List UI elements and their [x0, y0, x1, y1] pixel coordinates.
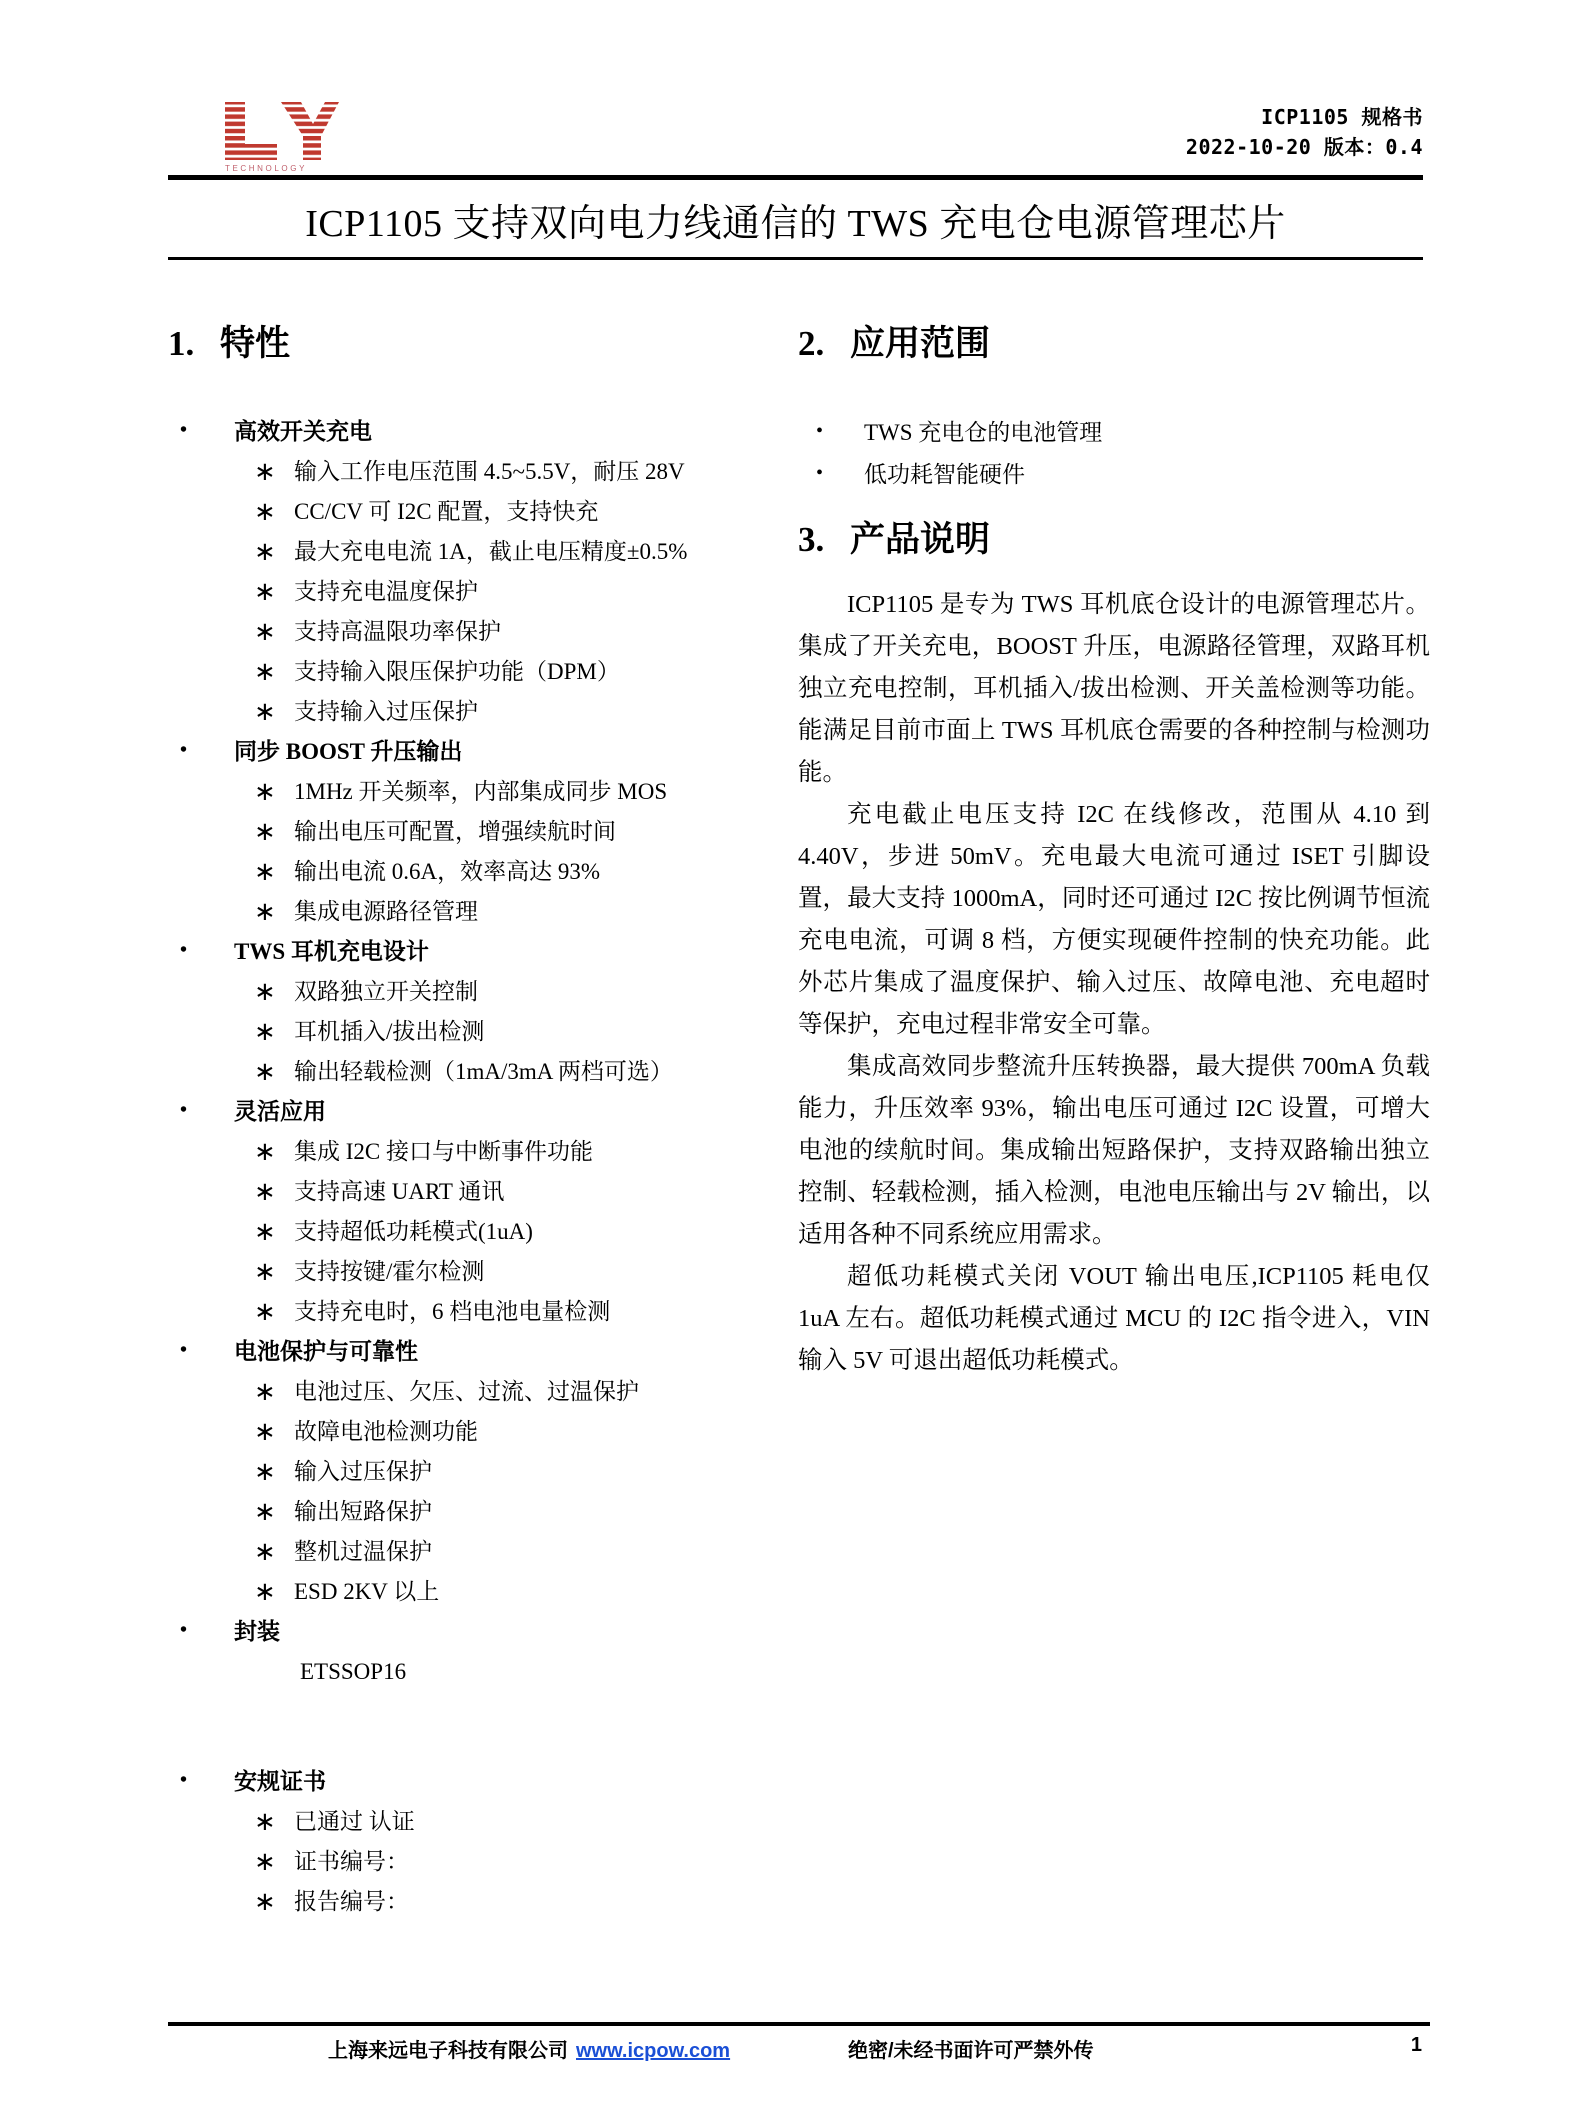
feature-item: ∗ 支持高速 UART 通讯 — [234, 1172, 788, 1212]
applications-list — [798, 412, 1430, 496]
footer-company-name: 上海来远电子科技有限公司 — [328, 2040, 568, 2062]
feature-group-protection — [168, 1332, 788, 1612]
feature-item: ∗ 已通过 认证 — [234, 1802, 788, 1842]
feature-item: ∗ 支持充电温度保护 — [234, 572, 788, 612]
header-divider — [168, 175, 1423, 180]
footer-page-number: 1 — [1410, 2034, 1422, 2056]
feature-group-flexible — [168, 1092, 788, 1332]
section-title-1: 特性 — [220, 324, 291, 363]
feature-item: ∗ 证书编号： — [234, 1842, 788, 1882]
feature-group-tws — [168, 932, 788, 1092]
section-title-3: 产品说明 — [850, 519, 991, 559]
feature-item: ∗ 输出轻载检测（1mA/3mA 两档可选） — [234, 1052, 788, 1092]
footer-website-link[interactable]: www.icpow.com — [576, 2040, 731, 2062]
page-title: ICP1105 支持双向电力线通信的 TWS 充电仓电源管理芯片 — [168, 186, 1423, 260]
feature-item: ∗ 电池过压、欠压、过流、过温保护 — [234, 1372, 788, 1412]
company-logo — [223, 100, 353, 182]
feature-group-charging — [168, 412, 788, 732]
feature-group-title: TWS 耳机充电设计 — [234, 938, 429, 964]
feature-group-title: 封装 — [234, 1618, 280, 1644]
logo-subtitle: TECHNOLOGY — [225, 164, 308, 173]
application-item: • TWS 充电仓的电池管理 — [798, 412, 1430, 454]
footer-divider — [168, 2022, 1430, 2026]
section-title-2: 应用范围 — [850, 324, 991, 363]
page-footer — [168, 2022, 1430, 2068]
description-paragraph: ICP1105 是专为 TWS 耳机底仓设计的电源管理芯片。集成了开关充电，BOOST 升压，电源路径管理，双路耳机独立充电控制，耳机插入/拔出检测、开关盖检测等功能。能满足目前市面上 TWS 耳机底仓需要的各种控制与检测功能。 — [798, 590, 1430, 786]
feature-item: ∗ 集成 I2C 接口与中断事件功能 — [234, 1132, 788, 1172]
feature-group-title: 高效开关充电 — [234, 418, 372, 444]
title-block — [168, 186, 1423, 260]
header-doc-title: ICP1105 规格书 — [1261, 105, 1423, 129]
features-list — [168, 412, 788, 1922]
feature-sub-list — [234, 1132, 788, 1332]
feature-group-title: 同步 BOOST 升压输出 — [234, 738, 463, 764]
feature-sub-list — [234, 972, 788, 1092]
feature-sub-list — [234, 772, 788, 932]
feature-item: ∗ 1MHz 开关频率，内部集成同步 MOS — [234, 772, 788, 812]
feature-item: ∗ 支持输入限压保护功能（DPM） — [234, 652, 788, 692]
footer-company-block — [328, 2034, 730, 2063]
feature-sub-list — [234, 452, 788, 732]
section-number-2: 2. — [798, 324, 825, 363]
feature-group-boost — [168, 732, 788, 932]
feature-item: ∗ 支持按键/霍尔检测 — [234, 1252, 788, 1292]
header-doc-version: 2022-10-20 版本：0.4 — [1185, 135, 1423, 159]
feature-item: ∗ 支持输入过压保护 — [234, 692, 788, 732]
feature-item: ∗ 双路独立开关控制 — [234, 972, 788, 1012]
feature-group-certification — [168, 1762, 788, 1922]
feature-item: ∗ 输入过压保护 — [234, 1452, 788, 1492]
section-number-1: 1. — [168, 324, 195, 363]
feature-sub-list — [234, 1802, 788, 1922]
feature-item: ∗ ESD 2KV 以上 — [234, 1572, 788, 1612]
section-number-3: 3. — [798, 519, 825, 559]
feature-item: ∗ 最大充电电流 1A，截止电压精度±0.5% — [234, 532, 788, 572]
feature-sub-list — [234, 1372, 788, 1612]
feature-item: ∗ 支持充电时，6 档电池电量检测 — [234, 1292, 788, 1332]
feature-item: ∗ 输出电流 0.6A，效率高达 93% — [234, 852, 788, 892]
feature-group-title: 灵活应用 — [234, 1098, 326, 1124]
feature-item: ∗ 输出电压可配置，增强续航时间 — [234, 812, 788, 852]
description-paragraph: 充电截止电压支持 I2C 在线修改，范围从 4.10 到 4.40V，步进 50mV。充电最大电流可通过 ISET 引脚设置，最大支持 1000mA，同时还可通过 I2C 按比例调节恒流充电电流，可调 8 档，方便实现硬件控制的快充功能。此外芯片集成了温度保护、输入过压、故障电池、充电超时等保护，充电过程非常安全可靠。 — [798, 800, 1430, 1038]
feature-item: ∗ 故障电池检测功能 — [234, 1412, 788, 1452]
footer-confidential-notice: 绝密/未经书面许可严禁外传 — [848, 2040, 1094, 2062]
feature-item: ∗ 集成电源路径管理 — [234, 892, 788, 932]
feature-item: ∗ CC/CV 可 I2C 配置，支持快充 — [234, 492, 788, 532]
feature-item: ∗ 输入工作电压范围 4.5~5.5V，耐压 28V — [234, 452, 788, 492]
feature-item: ∗ 整机过温保护 — [234, 1532, 788, 1572]
header-doc-info — [1186, 102, 1423, 162]
footer-content — [168, 2034, 1430, 2068]
feature-item: ∗ 输出短路保护 — [234, 1492, 788, 1532]
right-column — [798, 322, 1430, 1382]
feature-item: ∗ 支持高温限功率保护 — [234, 612, 788, 652]
application-item: • 低功耗智能硬件 — [798, 454, 1430, 496]
ly-logo-icon — [223, 100, 341, 162]
section-heading-description — [798, 518, 1430, 562]
feature-group-title: 电池保护与可靠性 — [234, 1338, 418, 1364]
description-paragraph: 集成高效同步整流升压转换器，最大提供 700mA 负载能力，升压效率 93%，输出电压可通过 I2C 设置，可增大电池的续航时间。集成输出短路保护，支持双路输出独立控制、轻载检测，插入检测，电池电压输出与 2V 输出，以适用各种不同系统应用需求。 — [798, 1052, 1430, 1248]
feature-group-title: 安规证书 — [234, 1768, 326, 1794]
description-paragraph: 超低功耗模式关闭 VOUT 输出电压,ICP1105 耗电仅 1uA 左右。超低功耗模式通过 MCU 的 I2C 指令进入，VIN 输入 5V 可退出超低功耗模式。 — [798, 1262, 1430, 1374]
package-name: ETSSOP16 — [300, 1658, 407, 1684]
feature-item: ∗ 耳机插入/拔出检测 — [234, 1012, 788, 1052]
feature-item: ∗ 报告编号： — [234, 1882, 788, 1922]
feature-group-package — [168, 1612, 788, 1692]
left-column — [168, 322, 788, 1922]
feature-item: ∗ 支持超低功耗模式(1uA) — [234, 1212, 788, 1252]
section-heading-applications — [798, 322, 1430, 366]
section-heading-features — [168, 322, 788, 366]
